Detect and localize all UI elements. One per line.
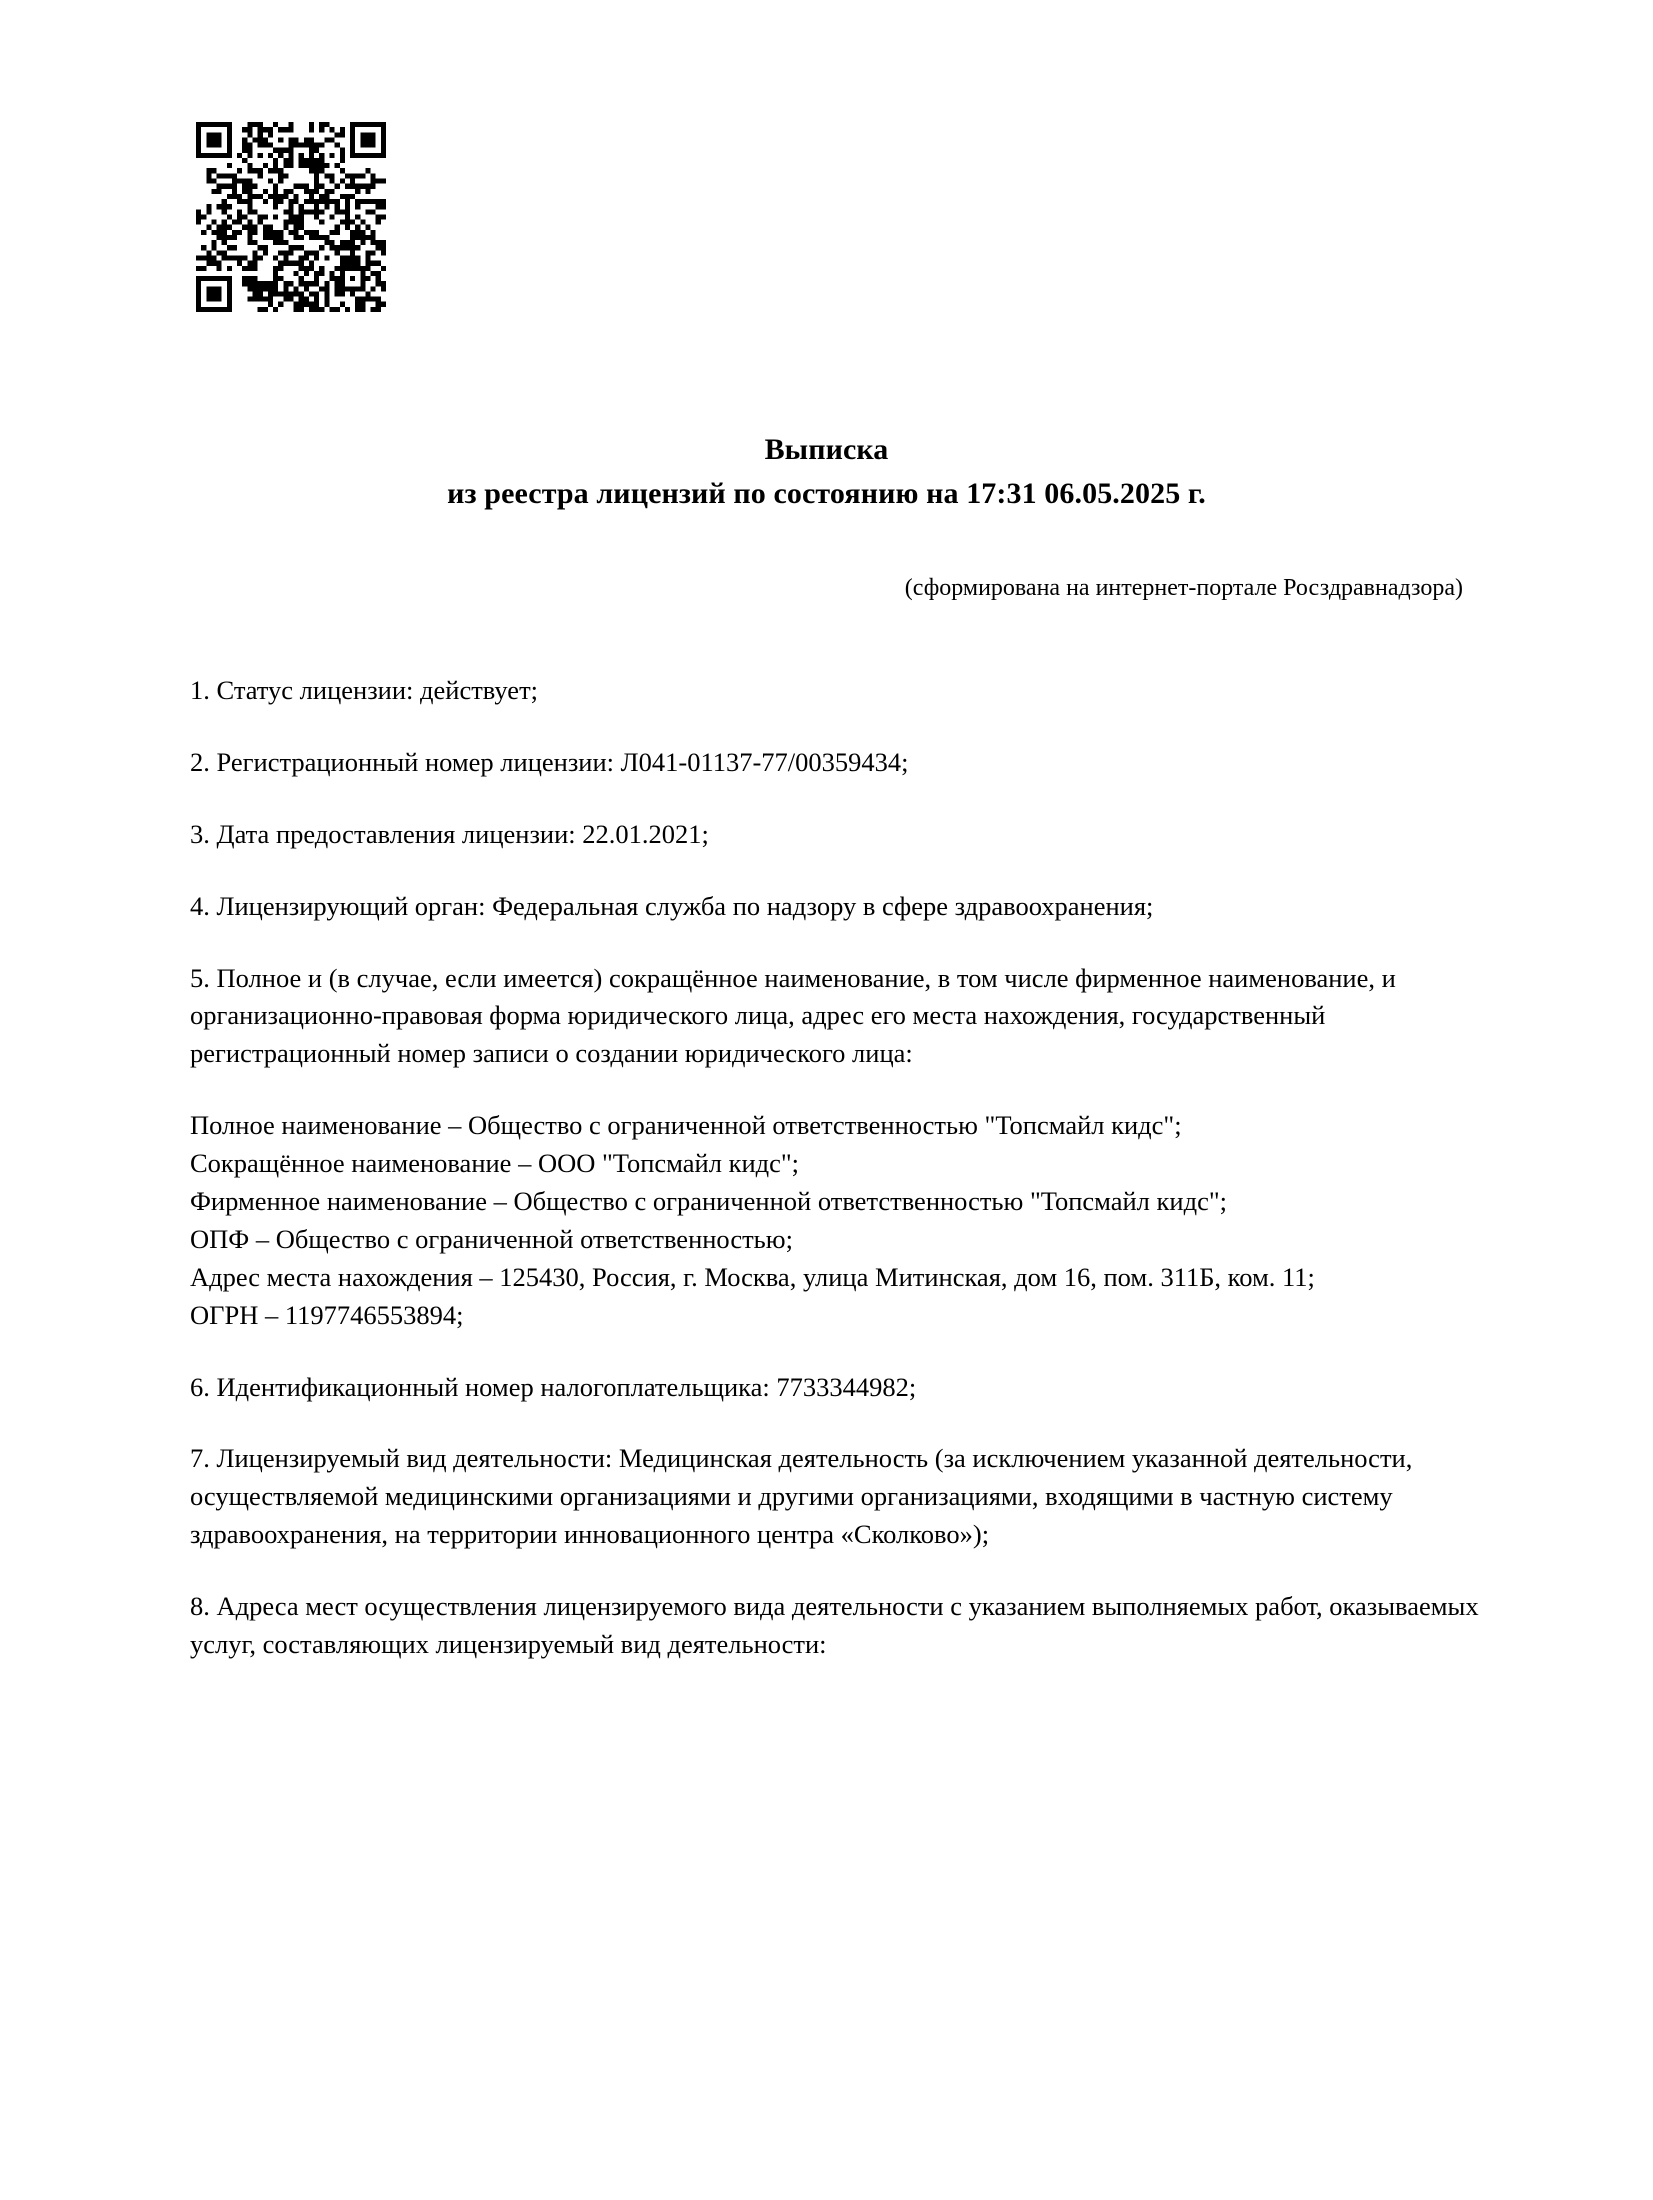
item-status: 1. Статус лицензии: действует; [190, 675, 539, 705]
title-line-2: из реестра лицензий по состоянию на 17:31 06.05.2025 г. [447, 477, 1206, 511]
item-licensing-authority: 4. Лицензирующий орган: Федеральная служба по надзору в сфере здравоохранения; [190, 890, 1154, 921]
item-inn: 6. Идентификационный номер налогоплательщика: 7733344982; [190, 1371, 917, 1402]
entity-ogrn: ОГРН – 1197746553894; [190, 1299, 464, 1330]
title-line-1: Выписка [764, 433, 889, 466]
item-entity-names-intro: 5. Полное и (в случае, если имеется) сокращённое наименование, в том числе фирменное наименование, и организационно-правовая форма юридического лица, адрес его места нахождения, государственный регистрационный номер записи о создании юридического лица: [190, 962, 1396, 1069]
item-activity-addresses: 8. Адреса мест осуществления лицензируемого вида деятельности с указанием выполняемых работ, оказываемых услуг, составляющих лицензируемый вид деятельности: [190, 1591, 1479, 1660]
document-subtitle: (сформирована на интернет-портале Росздравнадзора) [904, 575, 1463, 601]
qr-code-canvas [196, 122, 386, 312]
entity-address: Адрес места нахождения – 125430, Россия, г. Москва, улица Митинская, дом 16, пом. 311Б, ком. 11; [190, 1261, 1315, 1292]
qr-code-icon [196, 122, 386, 312]
entity-full-name: Полное наименование – Общество с ограниченной ответственностью "Топсмайл кидс"; [190, 1110, 1182, 1141]
entity-legal-form: ОПФ – Общество с ограниченной ответственностью; [190, 1223, 793, 1254]
entity-brand-name: Фирменное наименование – Общество с ограниченной ответственностью "Топсмайл кидс"; [190, 1186, 1228, 1217]
item-activity-type: 7. Лицензируемый вид деятельности: Медицинская деятельность (за исключением указанной деятельности, осуществляемой медицинскими организациями и другими организациями, входящими в частную систему здравоохранения, на территории инновационного центра «Сколково»); [190, 1443, 1413, 1550]
document-body [190, 672, 1480, 1698]
page-title [190, 428, 1463, 517]
item-issue-date: 3. Дата предоставления лицензии: 22.01.2021; [190, 818, 709, 849]
item-reg-number: 2. Регистрационный номер лицензии: Л041-01137-77/00359434; [190, 746, 909, 777]
entity-short-name: Сокращённое наименование – ООО "Топсмайл кидс"; [190, 1148, 800, 1179]
entity-details [190, 1107, 1480, 1334]
